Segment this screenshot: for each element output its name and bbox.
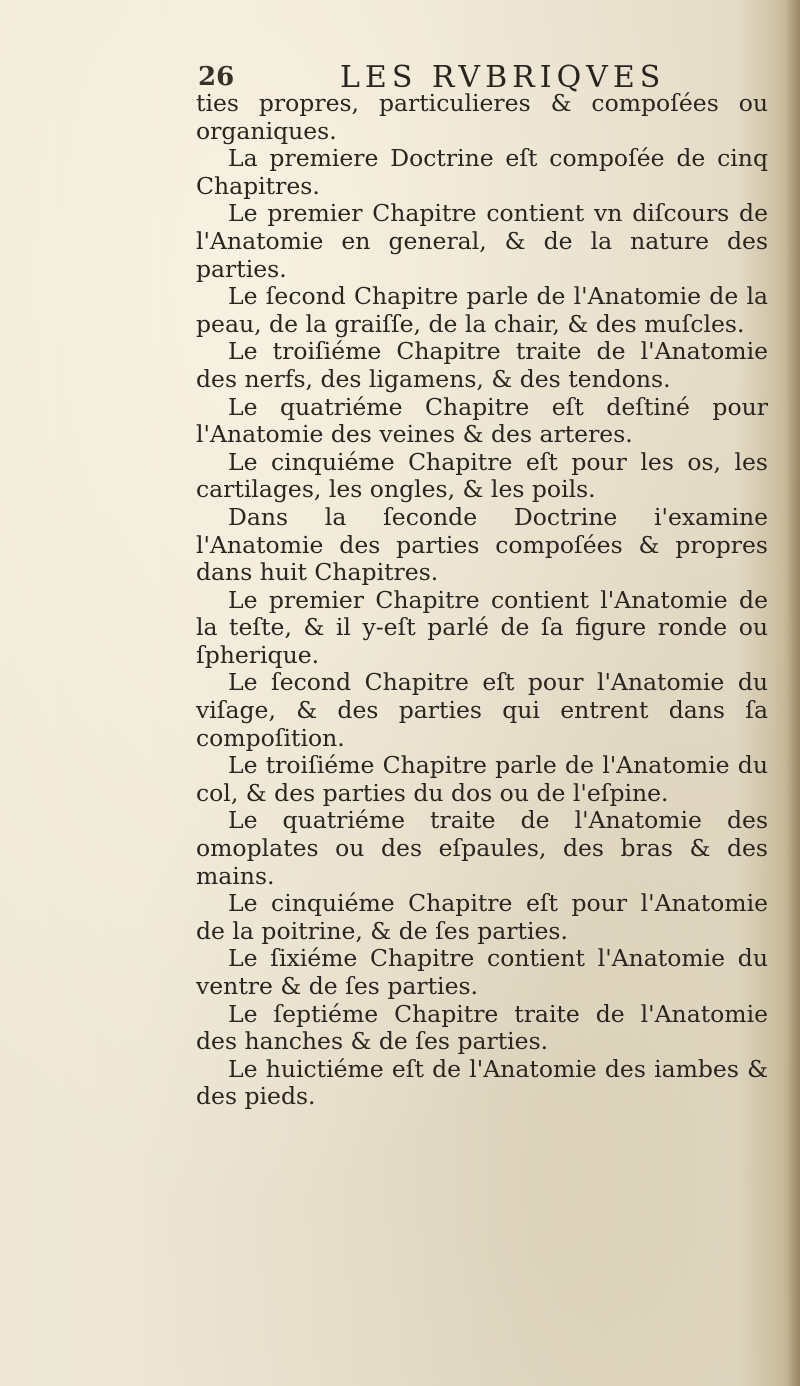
paragraph: Le troiſiéme Chapitre parle de l'Anatomie du col, & des parties du dos ou de l'eſpine. xyxy=(196,751,768,807)
paragraph: Le ſixiéme Chapitre contient l'Anatomie du ventre & de ſes parties. xyxy=(196,944,768,1000)
paragraph: ties propres, particulieres & compoſées ou organiques. xyxy=(196,89,768,145)
running-head: LES RVBRIQVES xyxy=(340,60,666,95)
paragraph: Le ſeptiéme Chapitre traite de l'Anatomie des hanches & de ſes parties. xyxy=(196,999,768,1056)
paragraph: Le quatriéme traite de l'Anatomie des omoplates ou des eſpaules, des bras & des mains. xyxy=(196,806,768,890)
paragraph: Le huictiéme eſt de l'Anatomie des iambes & des pieds. xyxy=(196,1054,768,1111)
paragraph: Le premier Chapitre contient vn diſcours de l'Anatomie en general, & de la nature des parties. xyxy=(196,199,768,283)
paragraph: Le cinquiéme Chapitre eſt pour les os, les cartilages, les ongles, & les poils. xyxy=(196,447,768,504)
paragraph: Le troiſiéme Chapitre traite de l'Anatomie des nerfs, des ligamens, & des tendons. xyxy=(196,337,768,393)
paragraph: Le ſecond Chapitre parle de l'Anatomie de la peau, de la graiſſe, de la chair, & des muſcles. xyxy=(196,282,768,338)
body-text xyxy=(196,90,768,1111)
paragraph: Le cinquiéme Chapitre eſt pour l'Anatomie de la poitrine, & de ſes parties. xyxy=(196,889,768,945)
paragraph: Le quatriéme Chapitre eſt deſtiné pour l'Anatomie des veines & des arteres. xyxy=(196,392,768,449)
paragraph: Le premier Chapitre contient l'Anatomie de la teſte, & il y-eſt parlé de ſa figure ronde ou ſpherique. xyxy=(196,585,768,669)
paragraph: Le ſecond Chapitre eſt pour l'Anatomie du viſage, & des parties qui entrent dans ſa compoſition. xyxy=(196,668,768,752)
paragraph: La premiere Doctrine eſt compoſée de cinq Chapitres. xyxy=(196,144,768,200)
page-number: 26 xyxy=(198,62,235,92)
paragraph: Dans la ſeconde Doctrine i'examine l'Anatomie des parties compoſées & propres dans huit Chapitres. xyxy=(196,502,768,587)
